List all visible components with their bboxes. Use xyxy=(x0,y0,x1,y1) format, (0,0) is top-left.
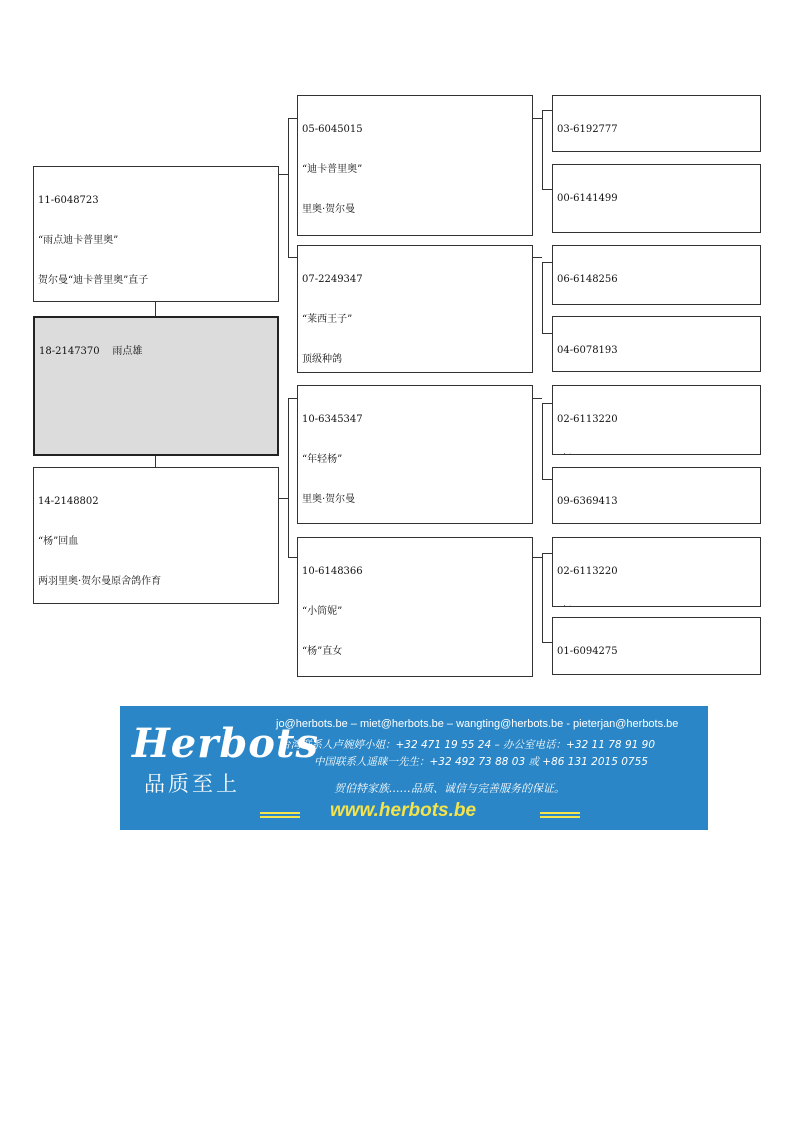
info-line: 顶级种鸽 xyxy=(302,353,342,365)
ring-number: 05-6045015 xyxy=(302,124,363,136)
dam-sire-card xyxy=(297,385,533,524)
info-line: 里奥·贺尔曼 xyxy=(302,493,356,505)
info-line: “杨”回血 xyxy=(38,536,79,548)
ancestor-card xyxy=(552,316,761,372)
connector xyxy=(542,262,543,334)
connector xyxy=(278,174,288,175)
info-line: 里奥·贺尔曼 xyxy=(302,203,356,215)
connector xyxy=(542,110,543,190)
ring-number: 06-6148256 xyxy=(557,274,618,286)
info-line xyxy=(557,453,756,455)
sire-dam-card xyxy=(297,245,533,373)
website-link[interactable]: www.herbots.be xyxy=(330,800,477,821)
ring-number: 00-6141499 xyxy=(557,193,618,205)
connector xyxy=(542,553,543,643)
connector xyxy=(278,498,288,499)
ring-number: 10-6345347 xyxy=(302,414,363,426)
dam-card xyxy=(33,467,279,604)
email-addresses[interactable]: jo@herbots.be – miet@herbots.be – wangting@herbots.be - pieterjan@herbots.be xyxy=(276,718,679,730)
ancestor-card xyxy=(552,467,761,524)
ancestor-card xyxy=(552,537,761,607)
ancestor-card xyxy=(552,245,761,305)
ring-number: 09-6369413 xyxy=(557,496,618,508)
info-line: “莱西王子” xyxy=(302,314,353,326)
info-line xyxy=(557,605,756,607)
ring-number: 14-2148802 xyxy=(38,496,99,508)
ring-number: 02-6113220 xyxy=(557,566,618,578)
decor-line xyxy=(540,812,580,814)
decor-line xyxy=(540,816,580,818)
info-line: 两羽里奥·贺尔曼原舍鸽作育 xyxy=(38,575,162,587)
connector xyxy=(542,403,543,480)
info-line: “年轻杨” xyxy=(302,454,343,466)
sire-sire-card xyxy=(297,95,533,236)
ring-number: 11-6048723 xyxy=(38,195,99,207)
connector-sire xyxy=(155,301,156,317)
ring-number: 07-2249347 xyxy=(302,274,363,286)
info-line: “雨点迪卡普里奥” xyxy=(38,235,119,247)
connector xyxy=(542,403,552,404)
sire-card xyxy=(33,166,279,302)
ancestor-card xyxy=(552,617,761,675)
ring-number: 04-6078193 xyxy=(557,345,618,357)
dam-dam-card xyxy=(297,537,533,677)
info-line: 贺尔曼“迪卡普里奥”直子 xyxy=(38,274,149,286)
connector xyxy=(542,479,552,480)
subject-header xyxy=(39,345,273,358)
connector xyxy=(542,189,552,190)
ancestor-card xyxy=(552,385,761,455)
info-line xyxy=(557,232,756,233)
decor-line xyxy=(260,816,300,818)
ring-number: 03-6192777 xyxy=(557,124,618,136)
slogan: 品质至上 xyxy=(144,772,240,796)
ancestor-card xyxy=(552,95,761,152)
taiwan-contact: 台湾联系人卢婉婷小姐：+32 471 19 55 24 – 办公室电话：+32 11 78 91 90 xyxy=(280,739,656,751)
china-contact: 中国联系人遥睐一先生：+32 492 73 88 03 或 +86 131 2015 0755 xyxy=(314,756,648,768)
ancestor-card xyxy=(552,164,761,233)
ring-number: 10-6148366 xyxy=(302,566,363,578)
connector xyxy=(532,398,542,399)
connector xyxy=(532,118,542,119)
connector xyxy=(532,557,542,558)
info-line: “杨”直女 xyxy=(302,645,343,657)
subject-card xyxy=(33,316,279,456)
ring-number: 02-6113220 xyxy=(557,414,618,426)
ring-number: 01-6094275 xyxy=(557,646,618,658)
herbots-logo: Herbots xyxy=(132,720,319,767)
info-line: “小筒妮” xyxy=(302,606,343,618)
connector xyxy=(542,553,552,554)
info-line: “迪卡普里奥” xyxy=(302,164,363,176)
connector xyxy=(542,110,552,111)
connector xyxy=(542,642,552,643)
connector xyxy=(288,398,289,558)
connector xyxy=(288,118,289,258)
decor-line xyxy=(260,812,300,814)
connector xyxy=(542,262,552,263)
connector xyxy=(542,333,552,334)
subject-name: 雨点雄 xyxy=(112,346,143,358)
herbots-banner xyxy=(120,706,708,830)
tagline: 贺伯特家族……品质、诚信与完善服务的保证。 xyxy=(334,782,565,795)
connector xyxy=(532,257,542,258)
subject-ring-number: 18-2147370 xyxy=(39,346,100,358)
